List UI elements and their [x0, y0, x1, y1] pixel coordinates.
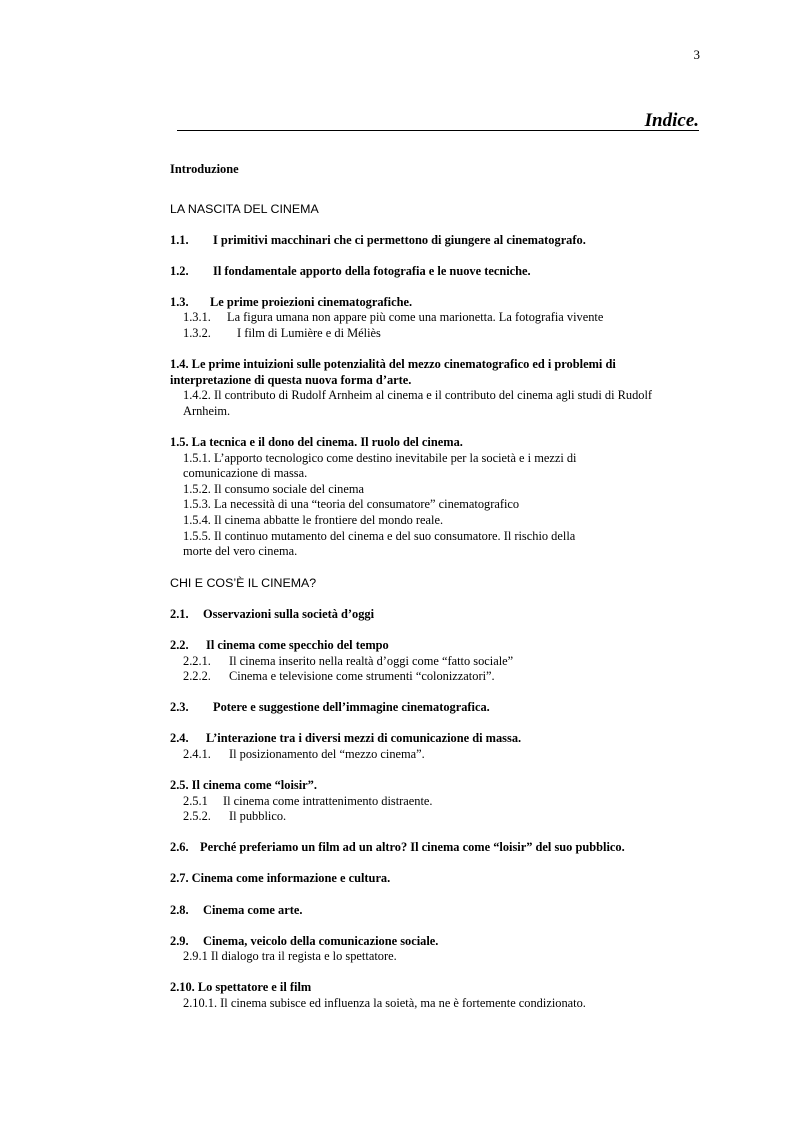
index-title: Indice. — [644, 110, 699, 131]
table-of-contents — [170, 162, 700, 1011]
toc-entry-1-3-1: 1.3.1. La figura umana non appare più come una marionetta. La fotografia vivente — [183, 310, 604, 325]
toc-entry-2-3: 2.3. Potere e suggestione dell’immagine cinematografica. — [170, 700, 490, 715]
toc-entry-2-2: 2.2. Il cinema come specchio del tempo — [170, 637, 389, 652]
toc-entry-2-5-2: 2.5.2. Il pubblico. — [183, 809, 287, 824]
toc-entry-2-4: 2.4. L’interazione tra i diversi mezzi di comunicazione di massa. — [170, 731, 522, 746]
toc-part-1-heading: LA NASCITA DEL CINEMA — [170, 201, 319, 216]
toc-entry-2-1: 2.1. Osservazioni sulla società d’oggi — [170, 606, 375, 621]
toc-entry-1-5-2: 1.5.2. Il consumo sociale del cinema — [183, 481, 364, 496]
toc-entry-1-5-5: 1.5.5. Il continuo mutamento del cinema e del suo consumatore. Il rischio della morte del vero cinema. — [183, 528, 576, 559]
toc-entry-1-5-1: 1.5.1. L’apporto tecnologico come destino inevitabile per la società e i mezzi di comunicazione di massa. — [183, 450, 577, 481]
toc-entry-2-8: 2.8. Cinema come arte. — [170, 902, 303, 917]
toc-entry-1-3: 1.3. Le prime proiezioni cinematografiche. — [170, 294, 413, 309]
toc-entry-2-10-1: 2.10.1. Il cinema subisce ed influenza la soietà, ma ne è fortemente condizionato. — [183, 995, 586, 1010]
toc-part-2-heading: CHI E COS’È IL CINEMA? — [170, 575, 317, 590]
toc-entry-2-9-1: 2.9.1 Il dialogo tra il regista e lo spettatore. — [183, 949, 397, 964]
toc-entry-1-5-3: 1.5.3. La necessità di una “teoria del consumatore” cinematografico — [183, 497, 520, 512]
toc-entry-1-3-2: 1.3.2. I film di Lumière e di Méliès — [183, 326, 381, 341]
toc-entry-1-4-2: 1.4.2. Il contributo di Rudolf Arnheim al cinema e il contributo del cinema agli studi di Rudolf Arnheim. — [183, 388, 653, 418]
toc-entry-1-2: 1.2. Il fondamentale apporto della fotografia e le nuove tecniche. — [170, 263, 531, 278]
toc-intro: Introduzione — [170, 162, 239, 176]
toc-entry-2-4-1: 2.4.1. Il posizionamento del “mezzo cinema”. — [183, 746, 425, 761]
toc-entry-2-6: 2.6. Perché preferiamo un film ad un altro? Il cinema come “loisir” del suo pubblico. — [170, 840, 625, 855]
page-number: 3 — [693, 47, 700, 62]
title-rule — [177, 130, 699, 131]
toc-entry-2-9: 2.9. Cinema, veicolo della comunicazione sociale. — [170, 933, 439, 948]
toc-entry-2-2-1: 2.2.1. Il cinema inserito nella realtà d’oggi come “fatto sociale” — [183, 653, 514, 668]
toc-entry-2-5: 2.5. Il cinema come “loisir”. — [170, 778, 317, 793]
toc-entry-1-4: 1.4. Le prime intuizioni sulle potenzialità del mezzo cinematografico ed i problemi di interpretazione di questa nuova forma d’arte. — [170, 357, 616, 387]
toc-entry-2-7: 2.7. Cinema come informazione e cultura. — [170, 871, 391, 886]
toc-entry-2-2-2: 2.2.2. Cinema e televisione come strumenti “colonizzatori”. — [183, 669, 495, 684]
toc-entry-2-5-1: 2.5.1 Il cinema come intrattenimento distraente. — [183, 793, 433, 808]
toc-entry-1-1: 1.1. I primitivi macchinari che ci permettono di giungere al cinematografo. — [170, 232, 586, 247]
toc-entry-1-5-4: 1.5.4. Il cinema abbatte le frontiere del mondo reale. — [183, 513, 444, 527]
toc-entry-2-10: 2.10. Lo spettatore e il film — [170, 980, 312, 995]
toc-entry-1-5: 1.5. La tecnica e il dono del cinema. Il ruolo del cinema. — [170, 435, 463, 450]
